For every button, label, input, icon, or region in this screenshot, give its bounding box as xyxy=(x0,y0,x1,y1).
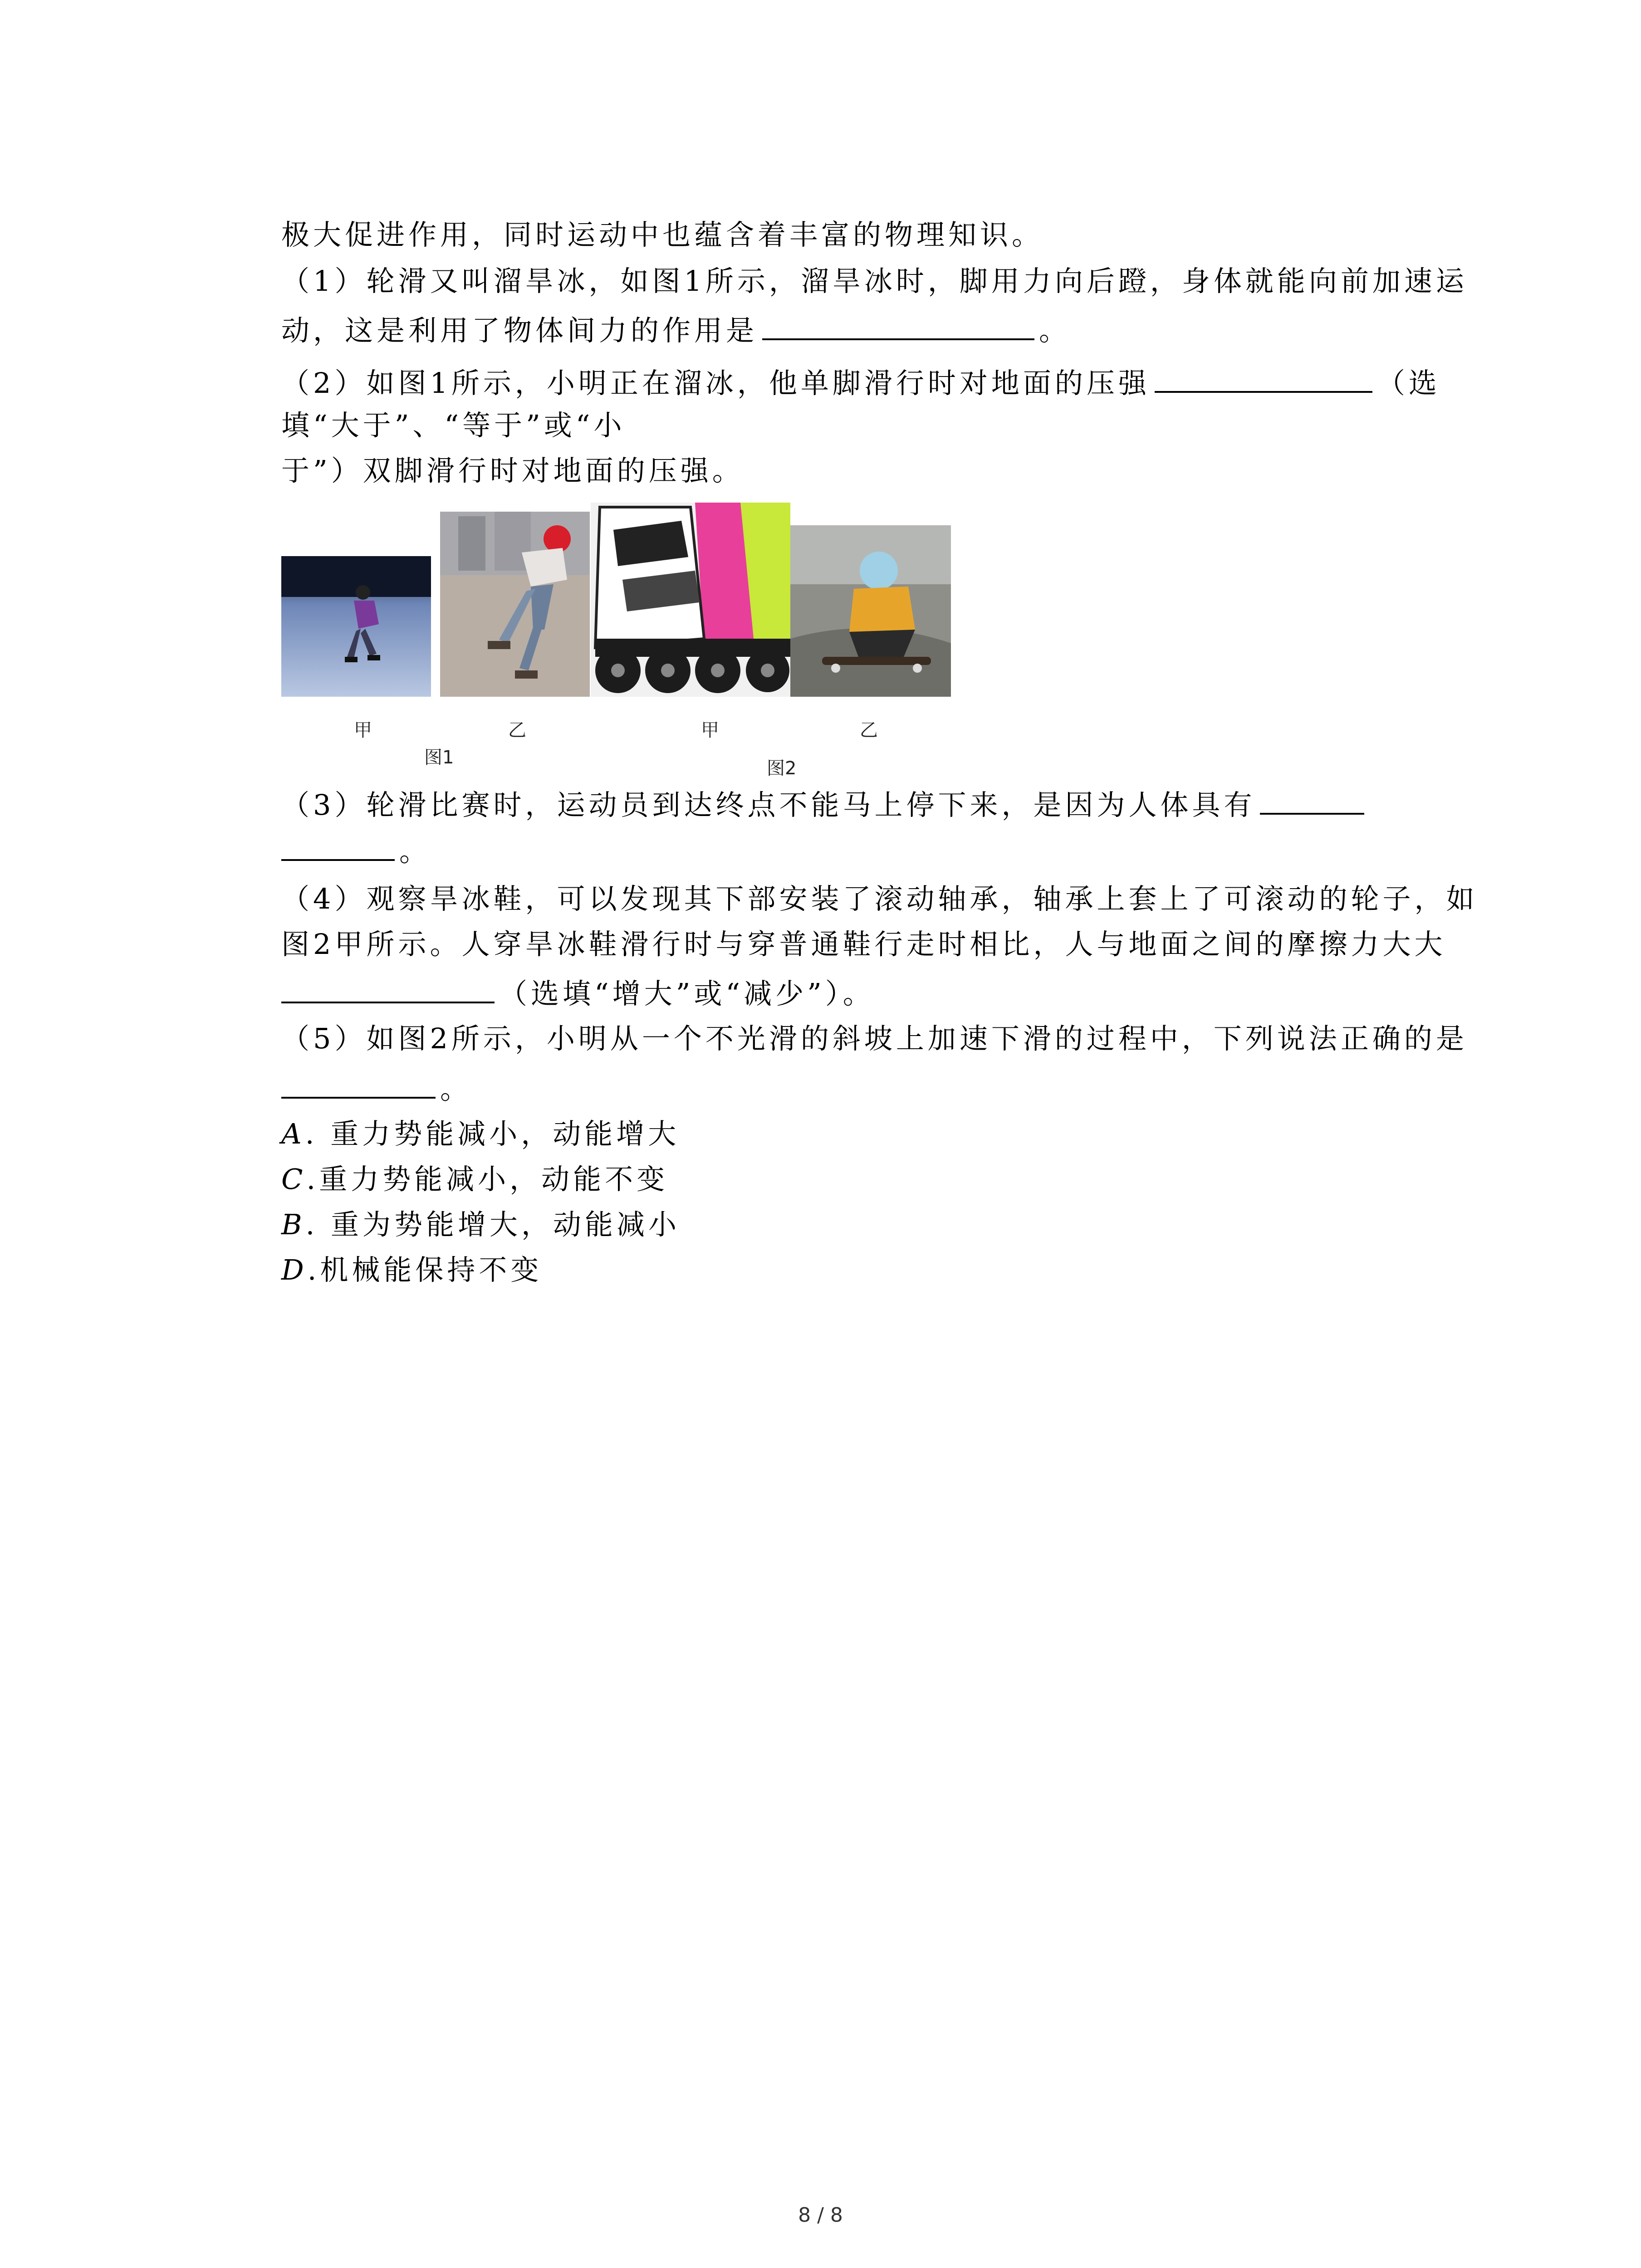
fig1-photo-a xyxy=(281,556,431,697)
q4-line1: （4）观察旱冰鞋，可以发现其下部安装了滚动轴承，轴承上套上了可滚动的轮子，如 xyxy=(281,882,1478,915)
q3-line2 xyxy=(281,831,431,870)
q1-line2 xyxy=(281,310,1071,349)
q5-option-a-letter: A xyxy=(281,1117,305,1150)
fig1-photo-a-image xyxy=(281,556,431,697)
fig2-photo-a xyxy=(591,503,790,697)
q2-line1-tail: （选 xyxy=(1376,367,1440,400)
q5-line1: （5）如图2所示，小明从一个不光滑的斜坡上加速下滑的过程中，下列说法正确的是 xyxy=(281,1022,1468,1055)
fig1-photo-b-image xyxy=(440,512,590,697)
q3-answer-blank-b[interactable] xyxy=(281,831,395,861)
q2-line1 xyxy=(281,363,1440,401)
q3-line1-text: （3）轮滑比赛时，运动员到达终点不能马上停下来，是因为人体具有 xyxy=(281,788,1256,821)
fig2-photo-b-image xyxy=(790,525,951,697)
fig2-photo-b xyxy=(790,525,951,697)
q2-line2: 填“大于”、“等于”或“小 xyxy=(281,409,626,442)
q1-tail: 。 xyxy=(1039,314,1071,347)
q5-option-b-text: . 重为势能增大，动能减小 xyxy=(305,1208,680,1241)
fig1-label-yi: 乙 xyxy=(508,720,526,741)
q5-option-a-text: . 重力势能减小，动能增大 xyxy=(305,1117,680,1150)
q3-answer-blank-a[interactable] xyxy=(1260,785,1364,815)
q5-option-d-letter: D xyxy=(281,1253,308,1286)
q5-option-c-letter: C xyxy=(281,1163,307,1196)
q1-line2-text: 动，这是利用了物体间力的作用是 xyxy=(281,314,758,347)
q1-answer-blank[interactable] xyxy=(762,310,1034,340)
q5-line2 xyxy=(281,1069,472,1107)
q2-answer-blank[interactable] xyxy=(1155,363,1372,393)
fig1-caption: 图1 xyxy=(424,747,454,768)
q4-tail: （选填“增大”或“减少”）。 xyxy=(499,977,875,1010)
fig2-photo-a-image xyxy=(591,503,790,697)
fig1-photo-b xyxy=(440,512,590,697)
q2-line3: 于”）双脚滑行时对地面的压强。 xyxy=(281,454,744,487)
q1-line1: （1）轮滑又叫溜旱冰，如图1所示，溜旱冰时，脚用力向后蹬，身体就能向前加速运 xyxy=(281,264,1468,298)
fig2-caption: 图2 xyxy=(767,758,797,779)
q5-option-b[interactable] xyxy=(281,1207,680,1243)
q4-line3 xyxy=(281,973,875,1012)
q3-line1 xyxy=(281,785,1369,823)
fig2-label-jia: 甲 xyxy=(701,720,719,741)
q5-option-c[interactable] xyxy=(281,1161,668,1198)
fig2-label-yi: 乙 xyxy=(860,720,878,741)
q5-tail: 。 xyxy=(440,1072,472,1105)
page-number: 8 / 8 xyxy=(798,2204,843,2227)
q4-answer-blank[interactable] xyxy=(281,973,495,1003)
q5-option-c-text: .重力势能减小，动能不变 xyxy=(306,1163,669,1196)
intro-tail-line: 极大促进作用，同时运动中也蕴含着丰富的物理知识。 xyxy=(281,218,1044,251)
q5-option-b-letter: B xyxy=(281,1208,306,1241)
q2-line1-text: （2）如图1所示，小明正在溜冰，他单脚滑行时对地面的压强 xyxy=(281,367,1150,400)
q3-tail: 。 xyxy=(399,835,431,868)
fig1-label-jia: 甲 xyxy=(354,720,372,741)
q5-answer-blank[interactable] xyxy=(281,1069,436,1099)
q5-option-d-text: .机械能保持不变 xyxy=(307,1253,543,1286)
q5-option-d[interactable] xyxy=(281,1252,542,1288)
q4-line2: 图2甲所示。人穿旱冰鞋滑行时与穿普通鞋行走时相比，人与地面之间的摩擦力大大 xyxy=(281,928,1446,961)
q5-option-a[interactable] xyxy=(281,1116,680,1152)
